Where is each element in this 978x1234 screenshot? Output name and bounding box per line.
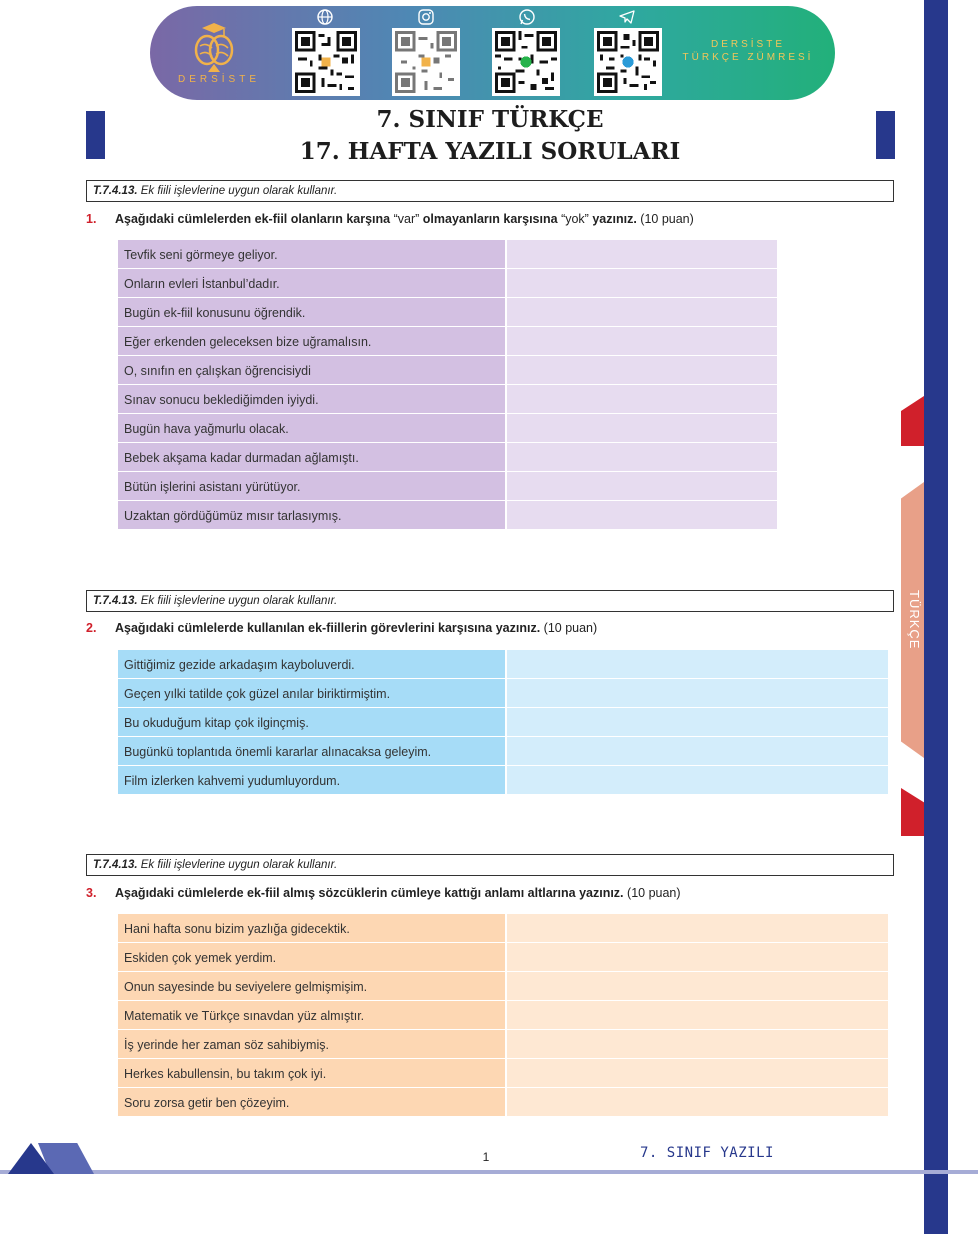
sentence-cell: Bugün hava yağmurlu olacak. [118,414,505,442]
table-row [118,679,888,708]
answer-cell[interactable] [507,943,888,971]
question-number: 2. [86,621,97,635]
answer-cell[interactable] [507,269,777,297]
banner-right-line1: DERSİSTE [710,39,785,50]
answer-cell[interactable] [507,650,888,678]
objective-code: T.7.4.13. [93,859,138,871]
sentence-cell: İş yerinde her zaman söz sahibiymiş. [118,1030,505,1058]
answer-cell[interactable] [507,914,888,942]
answer-cell[interactable] [507,708,888,736]
page-title: 7. SINIF TÜRKÇE [376,106,604,133]
page-number: 1 [482,1150,490,1164]
right-edge-stripe [924,0,948,1234]
question-number: 3. [86,886,97,900]
side-tab-red-top [901,396,924,446]
objective-code: T.7.4.13. [93,595,138,607]
answer-cell[interactable] [507,385,777,413]
sentence-cell: Hani hafta sonu bizim yazlığa gidecektik. [118,914,505,942]
answer-cell[interactable] [507,240,777,268]
brand-name: DERSİSTE [178,74,261,85]
table-row [118,414,777,443]
table-row [118,385,777,414]
globe-icon [316,8,334,26]
objective-box-3 [86,854,894,876]
qr-code-telegram[interactable] [594,28,662,96]
answer-cell[interactable] [507,443,777,471]
table-row [118,1030,888,1059]
sentence-cell: Herkes kabullensin, bu takım çok iyi. [118,1059,505,1087]
whatsapp-icon [518,8,536,26]
sentence-cell: O, sınıfın en çalışkan öğrencisiydi [118,356,505,384]
answer-table-2 [118,650,888,795]
table-row [118,972,888,1001]
sentence-cell: Matematik ve Türkçe sınavdan yüz almıştır. [118,1001,505,1029]
table-row [118,943,888,972]
question-text: Aşağıdaki cümlelerde kullanılan ek-fiillerin görevlerini karşısına yazınız. [115,621,541,635]
answer-table-1 [118,240,777,530]
question-text: Aşağıdaki cümlelerden ek-fiil olanların karşına [115,212,391,226]
question-number: 1. [86,212,97,226]
table-row [118,298,777,327]
answer-table-3 [118,914,888,1117]
sentence-cell: Bugün ek-fiil konusunu öğrendik. [118,298,505,326]
qr-code-whatsapp[interactable] [492,28,560,96]
banner-right-line2: TÜRKÇE ZÜMRESİ [682,52,814,63]
title-left-bar [86,111,105,159]
banner-right-title [672,38,824,64]
table-row [118,1059,888,1088]
table-row [118,443,777,472]
question-quote-yok: “yok” [561,212,589,226]
answer-cell[interactable] [507,766,888,794]
sentence-cell: Bebek akşama kadar durmadan ağlamıştı. [118,443,505,471]
question-text: Aşağıdaki cümlelerde ek-fiil almış sözcüklerin cümleye kattığı anlamı altlarına yazınız. [115,886,624,900]
title-right-bar [876,111,895,159]
qr-code-instagram[interactable] [392,28,460,96]
answer-cell[interactable] [507,1059,888,1087]
table-row [118,501,777,530]
sentence-cell: Bütün işlerini asistanı yürütüyor. [118,472,505,500]
sentence-cell: Bugünkü toplantıda önemli kararlar alınacaksa geleyim. [118,737,505,765]
answer-cell[interactable] [507,298,777,326]
sentence-cell: Geçen yılki tatilde çok güzel anılar biriktirmiştim. [118,679,505,707]
answer-cell[interactable] [507,501,777,529]
question-quote-var: “var” [393,212,420,226]
answer-cell[interactable] [507,1088,888,1116]
table-row [118,1001,888,1030]
objective-text: Ek fiili işlevlerine uygun olarak kullanır. [140,859,338,871]
side-tab-label: TÜRKÇE [907,590,922,650]
sentence-cell: Eskiden çok yemek yerdim. [118,943,505,971]
sentence-cell: Film izlerken kahvemi yudumluyordum. [118,766,505,794]
question-points: (10 puan) [543,621,598,635]
answer-cell[interactable] [507,1030,888,1058]
table-row [118,650,888,679]
table-row [118,472,777,501]
instagram-icon [417,8,435,26]
table-row [118,708,888,737]
objective-box-1 [86,180,894,202]
table-row [118,240,777,269]
sentence-cell: Uzaktan gördüğümüz mısır tarlasıymış. [118,501,505,529]
answer-cell[interactable] [507,356,777,384]
sentence-cell: Onun sayesinde bu seviyelere gelmişmişim. [118,972,505,1000]
answer-cell[interactable] [507,472,777,500]
answer-cell[interactable] [507,414,777,442]
question-points: (10 puan) [640,212,694,226]
table-row [118,737,888,766]
objective-text: Ek fiili işlevlerine uygun olarak kullanır. [140,595,338,607]
sentence-cell: Onların evleri İstanbul’dadır. [118,269,505,297]
sentence-cell: Sınav sonucu beklediğimden iyiydi. [118,385,505,413]
answer-cell[interactable] [507,737,888,765]
answer-cell[interactable] [507,972,888,1000]
objective-box-2 [86,590,894,612]
sentence-cell: Eğer erkenden geleceksen bize uğramalısın. [118,327,505,355]
question-points: (10 puan) [627,886,681,900]
sentence-cell: Bu okuduğum kitap çok ilginçmiş. [118,708,505,736]
sentence-cell: Gittiğimiz gezide arkadaşım kayboluverdi. [118,650,505,678]
footer-label: 7. SINIF YAZILI [640,1145,774,1161]
telegram-icon [618,8,636,26]
side-tab-red-bottom [901,788,924,836]
page-subtitle: 17. HAFTA YAZILI SORULARI [299,138,681,165]
answer-cell[interactable] [507,679,888,707]
question-text: yazınız. [592,212,637,226]
table-row [118,914,888,943]
answer-cell[interactable] [507,327,777,355]
objective-code: T.7.4.13. [93,185,138,197]
table-row [118,356,777,385]
footer-divider [0,1170,978,1174]
sentence-cell: Tevfik seni görmeye geliyor. [118,240,505,268]
sentence-cell: Soru zorsa getir ben çözeyim. [118,1088,505,1116]
table-row [118,269,777,298]
table-row [118,766,888,795]
objective-text: Ek fiili işlevlerine uygun olarak kullanır. [140,185,338,197]
brain-logo-icon [186,18,242,74]
qr-code-website[interactable] [292,28,360,96]
question-text: olmayanların karşısına [422,212,558,226]
table-row [118,1088,888,1117]
table-row [118,327,777,356]
answer-cell[interactable] [507,1001,888,1029]
